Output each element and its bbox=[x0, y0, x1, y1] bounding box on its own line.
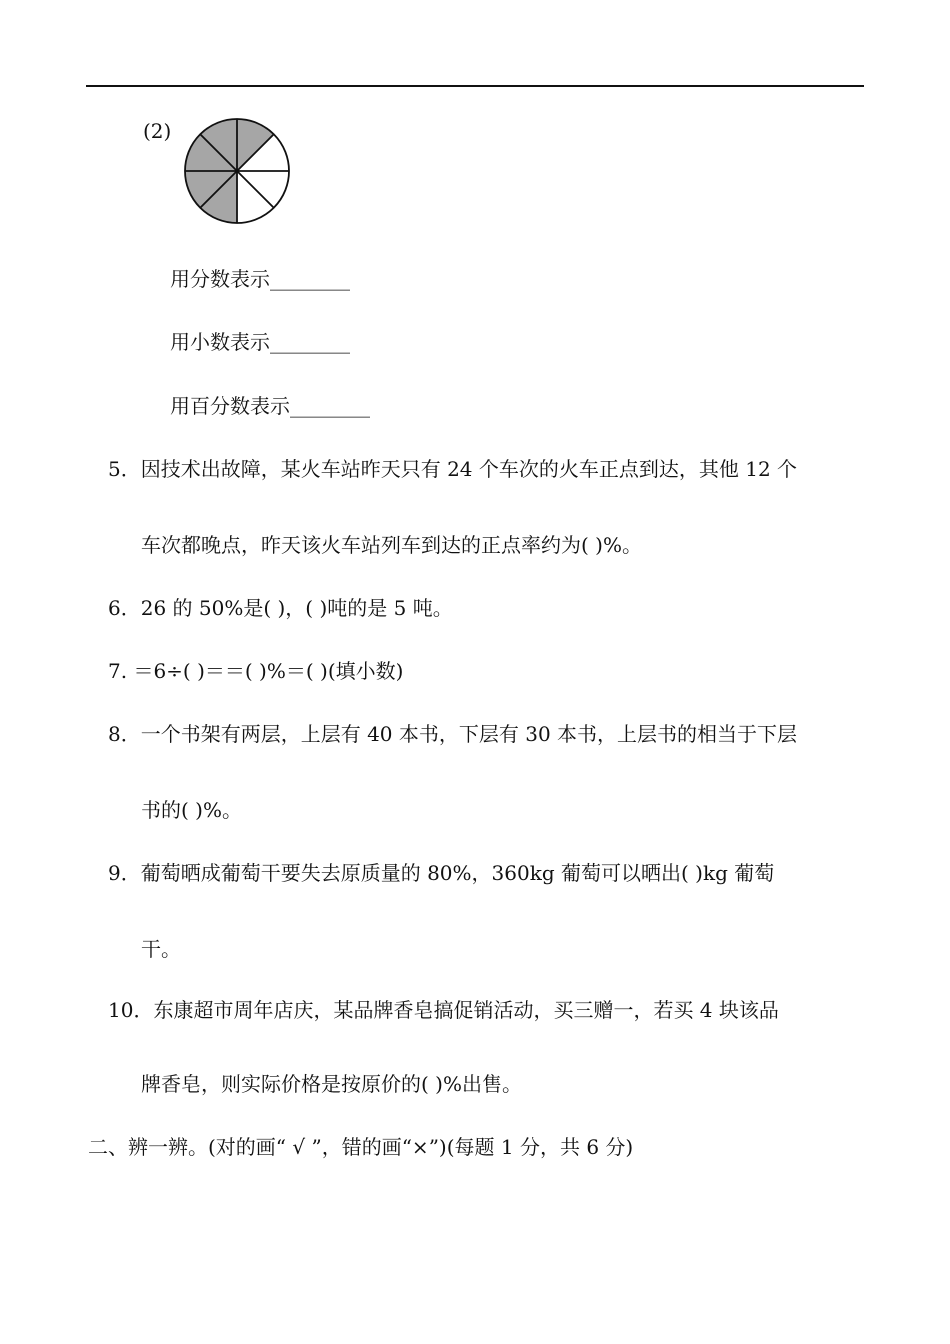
q9-line1: 9．葡萄晒成葡萄干要失去原质量的 80%，360kg 葡萄可以晒出( )kg 葡萄 bbox=[108, 861, 775, 885]
percent-prompt: 用百分数表示________ bbox=[170, 394, 370, 418]
q8-line2: 书的( )%。 bbox=[141, 798, 242, 822]
pie-chart bbox=[183, 117, 291, 225]
q9-line2: 干。 bbox=[141, 937, 181, 961]
q7-line1: 7. ＝6÷( )＝＝( )%＝( )(填小数) bbox=[108, 659, 404, 683]
section2-title: 二、辨一辨。(对的画“ √ ”，错的画“×”)(每题 1 分，共 6 分) bbox=[88, 1135, 634, 1159]
q6-line1: 6．26 的 50%是( )，( )吨的是 5 吨。 bbox=[108, 596, 453, 620]
part-label: (2) bbox=[143, 119, 172, 143]
q5-line2: 车次都晚点，昨天该火车站列车到达的正点率约为( )%。 bbox=[141, 533, 642, 557]
decimal-prompt: 用小数表示________ bbox=[170, 330, 350, 354]
q10-line2: 牌香皂，则实际价格是按原价的( )%出售。 bbox=[141, 1072, 522, 1096]
q10-line1: 10．东康超市周年店庆，某品牌香皂搞促销活动，买三赠一，若买 4 块该品 bbox=[108, 998, 779, 1022]
fraction-prompt: 用分数表示________ bbox=[170, 267, 350, 291]
header-rule bbox=[86, 85, 864, 87]
q8-line1: 8．一个书架有两层，上层有 40 本书，下层有 30 本书，上层书的相当于下层 bbox=[108, 722, 798, 746]
q5-line1: 5．因技术出故障，某火车站昨天只有 24 个车次的火车正点到达，其他 12 个 bbox=[108, 457, 798, 481]
